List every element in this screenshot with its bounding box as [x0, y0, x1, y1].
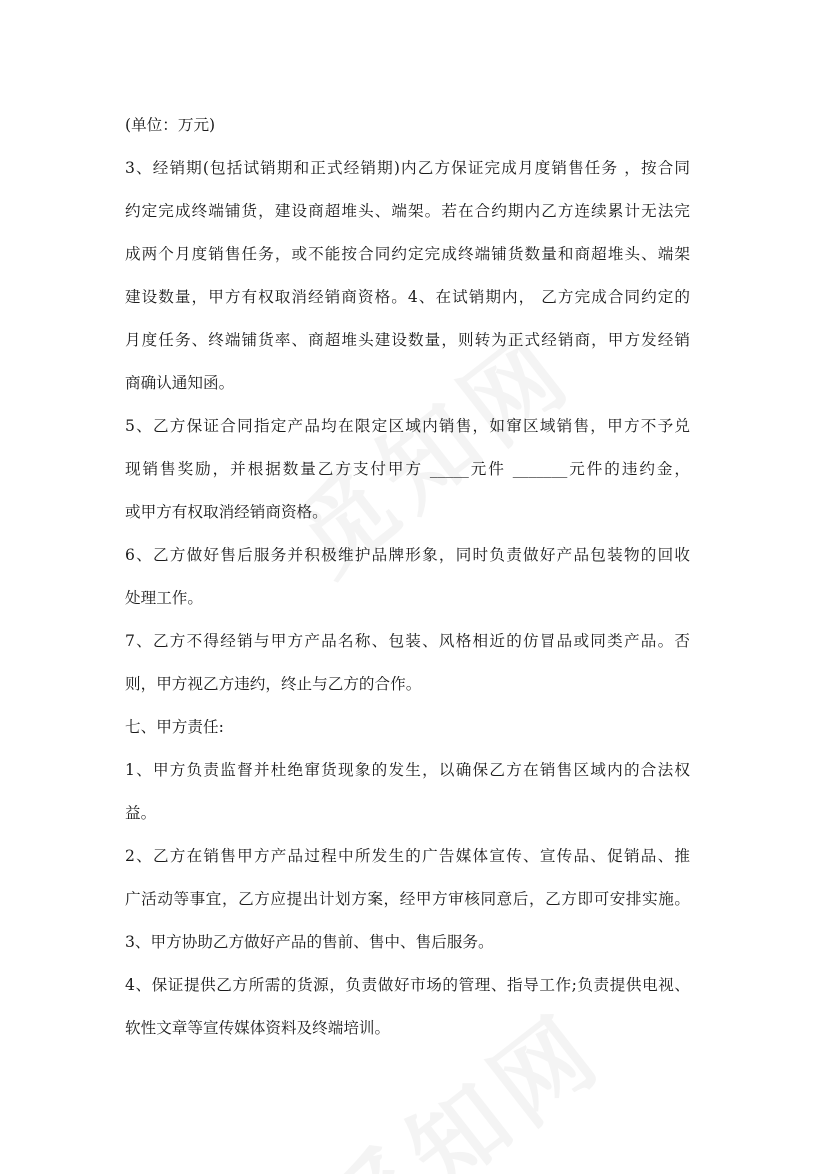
text-line: 3、甲方协助乙方做好产品的售前、售中、售后服务。 — [125, 933, 494, 951]
text-line: 7、乙方不得经销与甲方产品名称、包装、风格相近的仿冒品或同类产品。否 — [125, 632, 690, 650]
text-line: 约定完成终端铺货，建设商超堆头、端架。若在合约期内乙方连续累计无法完 — [125, 202, 690, 220]
text-line: 商确认通知函。 — [125, 374, 235, 392]
text-line: 益。 — [125, 804, 157, 822]
text-line: 4、保证提供乙方所需的货源，负责做好市场的管理、指导工作;负责提供电视、 — [125, 976, 690, 994]
text-line: 建设数量，甲方有权取消经销商资格。4、在试销期内， 乙方完成合同约定的 — [125, 288, 690, 306]
text-line: 或甲方有权取消经销商资格。 — [125, 503, 328, 521]
text-line: 则，甲方视乙方违约，终止与乙方的合作。 — [125, 675, 422, 693]
text-line: 2、乙方在销售甲方产品过程中所发生的广告媒体宣传、宣传品、促销品、推 — [125, 847, 690, 865]
text-line: 1、甲方负责监督并杜绝窜货现象的发生，以确保乙方在销售区域内的合法权 — [125, 761, 690, 779]
text-line: 5、乙方保证合同指定产品均在限定区域内销售，如窜区域销售，甲方不予兑 — [125, 417, 690, 435]
text-line: 3、经销期(包括试销期和正式经销期)内乙方保证完成月度销售任务 ，按合同 — [125, 159, 690, 177]
text-line: 广活动等事宜，乙方应提出计划方案，经甲方审核同意后，乙方即可安排实施。 — [125, 890, 690, 908]
text-line: 处理工作。 — [125, 589, 203, 607]
text-line: 6、乙方做好售后服务并积极维护品牌形象，同时负责做好产品包装物的回收 — [125, 546, 690, 564]
text-line: 成两个月度销售任务，或不能按合同约定完成终端铺货数量和商超堆头、端架 — [125, 245, 690, 263]
document-body — [125, 104, 690, 1050]
text-line: 月度任务、终端铺货率、商超堆头建设数量，则转为正式经销商，甲方发经销 — [125, 331, 690, 349]
text-line: 软性文章等宣传媒体资料及终端培训。 — [125, 1019, 391, 1037]
section-heading: 七、甲方责任: — [125, 718, 224, 736]
text-line: 现销售奖励，并根据数量乙方支付甲方 _____元件 _______元件的违约金， — [125, 460, 690, 478]
unit-note: (单位：万元) — [125, 116, 216, 134]
